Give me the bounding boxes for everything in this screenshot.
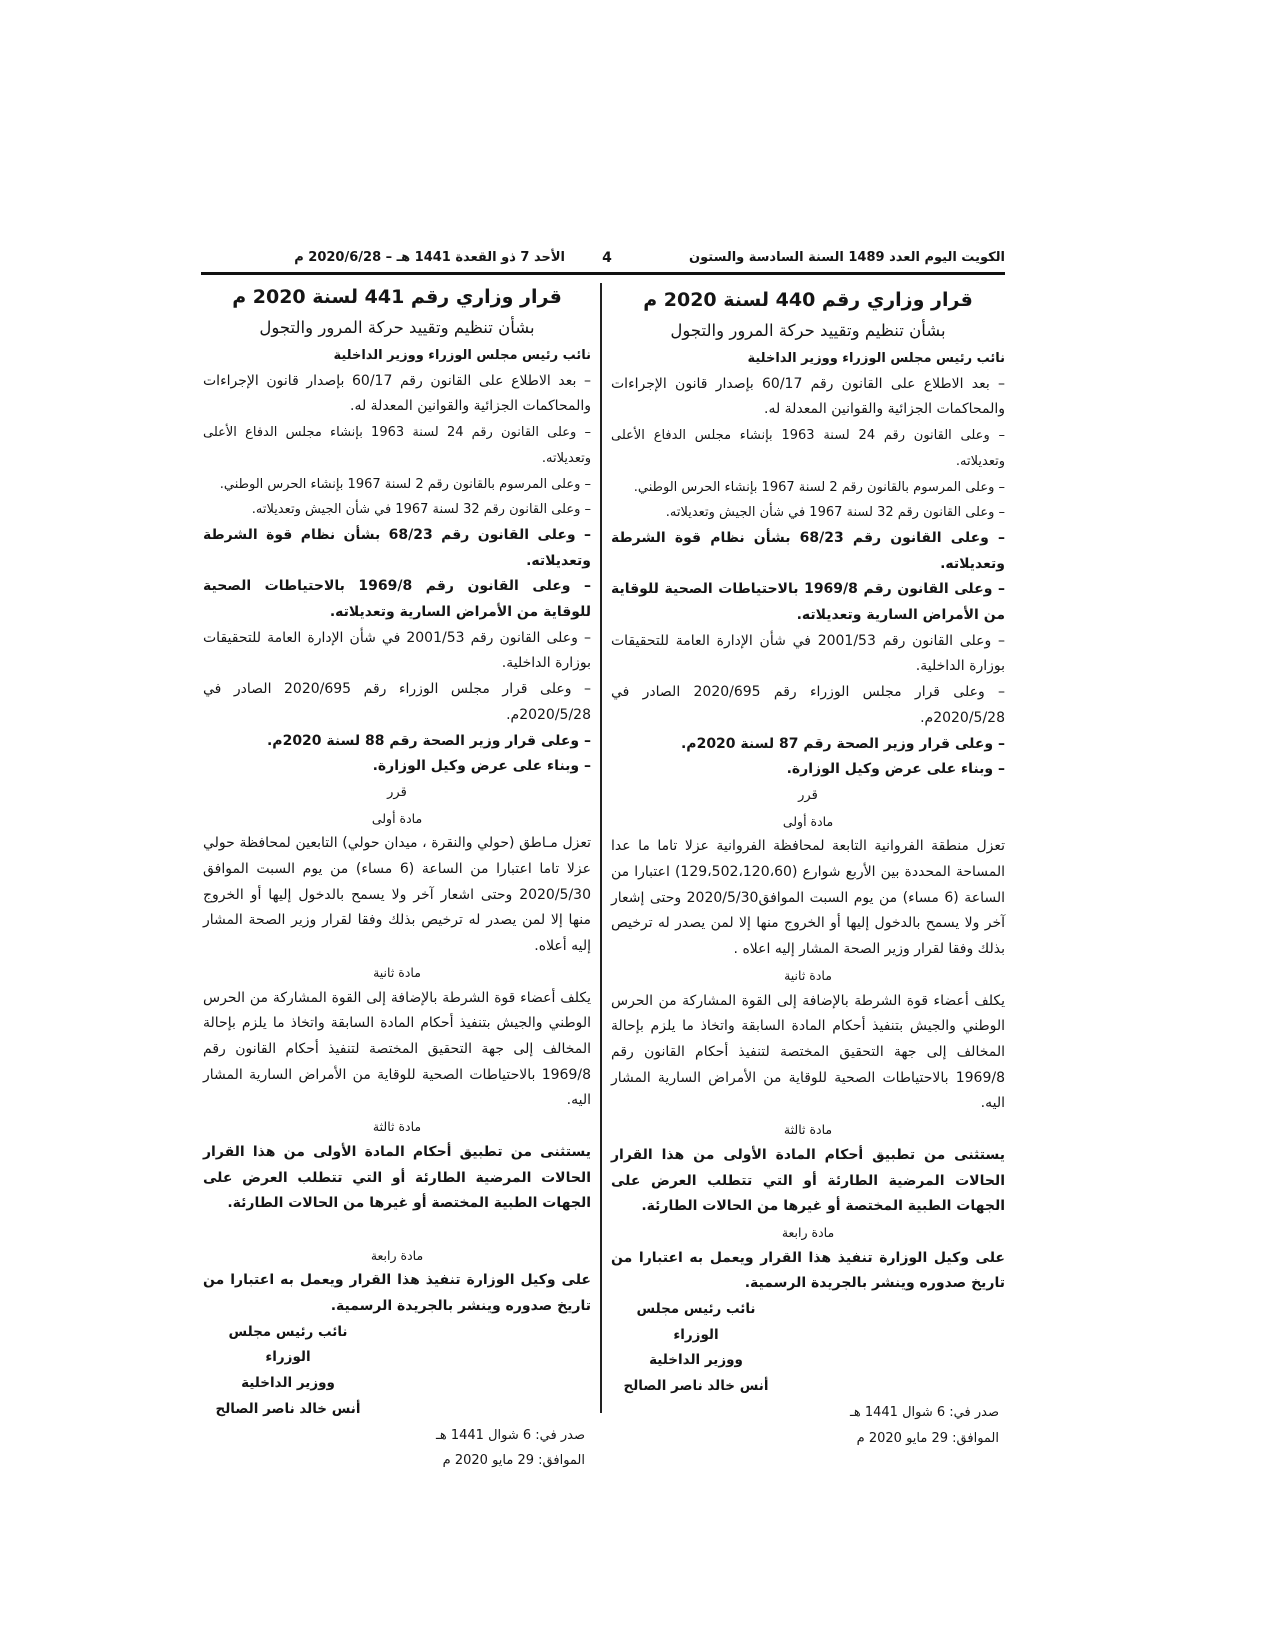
- article-body: تعزل منطقة الفروانية التابعة لمحافظة الفروانية عزلا تاما ما عدا المساحة المحددة بين الأربع شوارع (129،502،120،60) اعتبارا من الساعة (6 مساء) من يوم السبت الموافق2020/5/30 وحتى إشعار آخر ولا يسمح بالدخول إليها أو الخروج منها إلا لمن يصدر له ترخيص بذلك وفقا لقرار وزير الصحة المشار إليه اعلاه .: [611, 838, 1005, 958]
- publication-header: الكويت اليوم العدد 1489 السنة السادسة والستون: [689, 250, 1005, 265]
- article-heading: مادة أولى: [371, 810, 423, 826]
- signatory-name: أنس خالد ناصر الصالح: [623, 1378, 769, 1395]
- article-3: [203, 1114, 591, 1217]
- issued-gregorian-date: الموافق: 29 مايو 2020 م: [442, 1453, 585, 1469]
- preamble-item: – وعلى القانون رقم 68/23 بشأن نظام قوة الشرطة وتعديلاته.: [611, 529, 1005, 572]
- article-body: يكلف أعضاء قوة الشرطة بالإضافة إلى القوة المشاركة من الحرس الوطني والجيش بتنفيذ أحكام المادة السابقة واتخاذ ما يلزم بإحالة المخالف إلى جهة التحقيق المختصة لتنفيذ أحكام القانون رقم 1969/8 بالاحتياطات الصحية للوقاية من الأمراض السارية المشار اليه.: [611, 992, 1005, 1112]
- article-heading: مادة رابعة: [781, 1224, 835, 1240]
- preamble-item: – وعلى القانون رقم 68/23 بشأن نظام قوة الشرطة وتعديلاته.: [203, 526, 591, 569]
- article-4: [203, 1243, 591, 1320]
- signature-block: [213, 1320, 363, 1423]
- page-number: 4: [602, 250, 612, 266]
- article-1: [611, 809, 1005, 963]
- preamble-item: – وعلى القانون رقم 32 لسنة 1967 في شأن الجيش وتعديلاته.: [665, 505, 1005, 521]
- signatory-title: ووزير الداخلية: [649, 1352, 743, 1369]
- preamble-item: – وعلى القانون رقم 24 لسنة 1963 بإنشاء مجلس الدفاع الأعلى وتعديلاته.: [203, 425, 591, 466]
- article-heading: مادة ثانية: [373, 964, 421, 980]
- preamble-item: – وعلى القانون رقم 24 لسنة 1963 بإنشاء مجلس الدفاع الأعلى وتعديلاته.: [611, 428, 1005, 469]
- decision-441-column: [203, 281, 591, 1474]
- issuer-line: نائب رئيس مجلس الوزراء ووزير الداخلية: [333, 348, 591, 363]
- preamble-item: – وعلى قرار وزير الصحة رقم 87 لسنة 2020م.: [680, 735, 1005, 752]
- article-2: [611, 963, 1005, 1117]
- article-3: [611, 1117, 1005, 1220]
- preamble-item: – وعلى القانون رقم 2001/53 في شأن الإدارة العامة للتحقيقات بوزارة الداخلية.: [203, 629, 591, 672]
- article-2: [203, 960, 591, 1114]
- signatory-name: أنس خالد ناصر الصالح: [215, 1400, 361, 1417]
- preamble-item: – بعد الاطلاع على القانون رقم 60/17 بإصدار قانون الإجراءات والمحاكمات الجزائية والقوانين المعدلة له.: [203, 372, 592, 415]
- decision-440-column: [611, 284, 1005, 1451]
- preamble-item: – وعلى القانون رقم 1969/8 بالاحتياطات الصحية للوقاية من الأمراض السارية وتعديلاته.: [611, 581, 1005, 624]
- article-body: يستثنى من تطبيق أحكام المادة الأولى من هذا القرار الحالات المرضية الطارئة أو التي تتطلب العرض على الجهات الطبية المختصة أو غيرها من الحالات الطارئة.: [203, 1143, 591, 1212]
- article-4: [611, 1220, 1005, 1297]
- preamble: [611, 372, 1005, 783]
- signatory-title: ووزير الداخلية: [241, 1375, 335, 1392]
- article-heading: مادة ثالثة: [372, 1119, 422, 1135]
- signatory-title: نائب رئيس مجلس الوزراء: [228, 1323, 348, 1366]
- column-divider: [600, 283, 602, 1413]
- header-rule: [201, 272, 1005, 275]
- issuer-line: نائب رئيس مجلس الوزراء ووزير الداخلية: [747, 351, 1005, 366]
- decision-title: قرار وزاري رقم 441 لسنة 2020 م: [232, 286, 562, 308]
- article-body: تعزل مـاطق (حولي والنقرة ، ميدان حولي) التابعين لمحافظة حولي عزلا تاما اعتبارا من الساعة (6 مساء) من يوم السبت الموافق 2020/5/30 وحتى اشعار آخر ولا يسمح بالدخول إليها أو الخروج منها إلا لمن يصدر له ترخيص بذلك وفقا لقرار وزير الصحة المشار إليه أعلاه.: [203, 835, 591, 955]
- article-1: [203, 806, 591, 960]
- preamble-item: – وعلى القانون رقم 32 لسنة 1967 في شأن الجيش وتعديلاته.: [251, 502, 591, 518]
- article-body: يستثنى من تطبيق أحكام المادة الأولى من هذا القرار الحالات المرضية الطارئة أو التي تتطلب العرض على الجهات الطبية المختصة أو غيرها من الحالات الطارئة.: [611, 1146, 1005, 1215]
- issue-dates: [611, 1400, 1005, 1451]
- decision-subject: بشأن تنظيم وتقييد حركة المرور والتجول: [259, 318, 535, 337]
- article-heading: مادة ثالثة: [783, 1122, 833, 1138]
- article-body: على وكيل الوزارة تنفيذ هذا القرار ويعمل به اعتبارا من تاريخ صدوره وينشر بالجريدة الرسمية.: [611, 1249, 1005, 1292]
- decision-subject: بشأن تنظيم وتقييد حركة المرور والتجول: [670, 321, 946, 340]
- decreed-label: قرر: [387, 784, 407, 800]
- article-heading: مادة ثانية: [784, 967, 832, 983]
- issued-hijri-date: صدر في: 6 شوال 1441 هـ: [850, 1404, 999, 1420]
- issue-date-header: الأحد 7 ذو القعدة 1441 هـ – 2020/6/28 م: [294, 250, 565, 265]
- preamble-item: – وبناء على عرض وكيل الوزارة.: [786, 761, 1005, 778]
- preamble-item: – بعد الاطلاع على القانون رقم 60/17 بإصدار قانون الإجراءات والمحاكمات الجزائية والقوانين المعدلة له.: [611, 375, 1005, 418]
- preamble-item: – وعلى القانون رقم 1969/8 بالاحتياطات الصحية للوقاية من الأمراض السارية وتعديلاته.: [203, 578, 592, 621]
- preamble-item: – وعلى قرار مجلس الوزراء رقم 2020/695 الصادر في 2020/5/28م.: [203, 681, 592, 723]
- issued-hijri-date: صدر في: 6 شوال 1441 هـ: [436, 1427, 585, 1443]
- signatory-title: نائب رئيس مجلس الوزراء: [636, 1301, 756, 1343]
- article-heading: مادة أولى: [782, 813, 834, 829]
- preamble-item: – وبناء على عرض وكيل الوزارة.: [372, 758, 591, 775]
- article-body: يكلف أعضاء قوة الشرطة بالإضافة إلى القوة المشاركة من الحرس الوطني والجيش بتنفيذ أحكام المادة السابقة واتخاذ ما يلزم بإحالة المخالف إلى جهة التحقيق المختصة لتنفيذ أحكام القانون رقم 1969/8 بالاحتياطات الصحية للوقاية من الأمراض السارية المشار اليه.: [203, 989, 591, 1109]
- decision-title: قرار وزاري رقم 440 لسنة 2020 م: [643, 289, 973, 311]
- preamble: [203, 369, 591, 780]
- signature-block: [621, 1297, 771, 1400]
- preamble-item: – وعلى القانون رقم 2001/53 في شأن الإدارة العامة للتحقيقات بوزارة الداخلية.: [611, 632, 1005, 675]
- preamble-item: – وعلى قرار مجلس الوزراء رقم 2020/695 الصادر في 2020/5/28م.: [611, 684, 1006, 726]
- issue-dates: [203, 1423, 591, 1474]
- issued-gregorian-date: الموافق: 29 مايو 2020 م: [856, 1430, 999, 1446]
- article-heading: مادة رابعة: [370, 1247, 424, 1263]
- decreed-label: قرر: [798, 787, 818, 803]
- preamble-item: – وعلى قرار وزير الصحة رقم 88 لسنة 2020م.: [266, 732, 591, 749]
- preamble-item: – وعلى المرسوم بالقانون رقم 2 لسنة 1967 بإنشاء الحرس الوطني.: [633, 479, 1005, 495]
- article-body: على وكيل الوزارة تنفيذ هذا القرار ويعمل به اعتبارا من تاريخ صدوره وينشر بالجريدة الرسمية.: [203, 1272, 591, 1314]
- preamble-item: – وعلى المرسوم بالقانون رقم 2 لسنة 1967 بإنشاء الحرس الوطني.: [219, 476, 591, 492]
